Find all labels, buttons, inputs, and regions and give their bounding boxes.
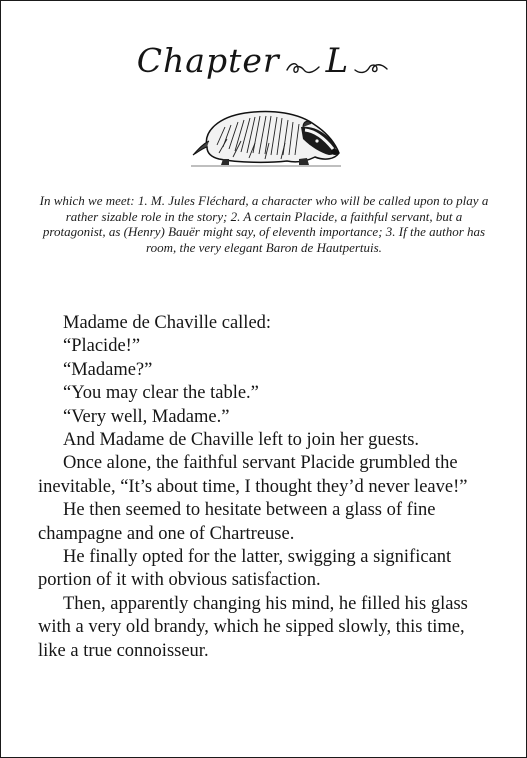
paragraph: He then seemed to hesitate between a glass of fine champagne and one of Chartreuse.	[38, 500, 436, 544]
paragraph: “You may clear the table.”	[63, 383, 259, 404]
chapter-title: Chapter	[136, 41, 280, 80]
paragraph: He finally opted for the latter, swigging a significant portion of it with obvious satisfaction.	[38, 547, 452, 591]
badger-illustration-icon	[189, 97, 343, 169]
chapter-body	[38, 312, 486, 663]
paragraph: And Madame de Chaville left to join her guests.	[63, 430, 420, 451]
chapter-number: L	[325, 41, 349, 81]
flourish-ornament-icon	[286, 58, 320, 78]
paragraph: Then, apparently changing his mind, he filled his glass with a very old brandy, which he sipped slowly, this time, like a true connoisseur.	[38, 593, 468, 661]
paragraph: “Placide!”	[63, 336, 141, 357]
paragraph: Once alone, the faithful servant Placide grumbled the inevitable, “It’s about time, I thought they’d never leave!”	[38, 453, 468, 497]
flourish-ornament-icon	[354, 58, 388, 78]
paragraph: “Madame?”	[63, 359, 153, 380]
chapter-heading	[1, 31, 526, 91]
paragraph: “Very well, Madame.”	[63, 406, 230, 427]
paragraph: Madame de Chaville called:	[63, 313, 272, 333]
chapter-epigraph: In which we meet: 1. M. Jules Fléchard, a character who will be called upon to play a rather sizable role in the story; 2. A certain Placide, a faithful servant, but a protagonist, as (Henry) Bauër might say, of eleventh importance; 3. If the author has room, the very elegant Baron de Hautpertuis.	[39, 193, 489, 255]
